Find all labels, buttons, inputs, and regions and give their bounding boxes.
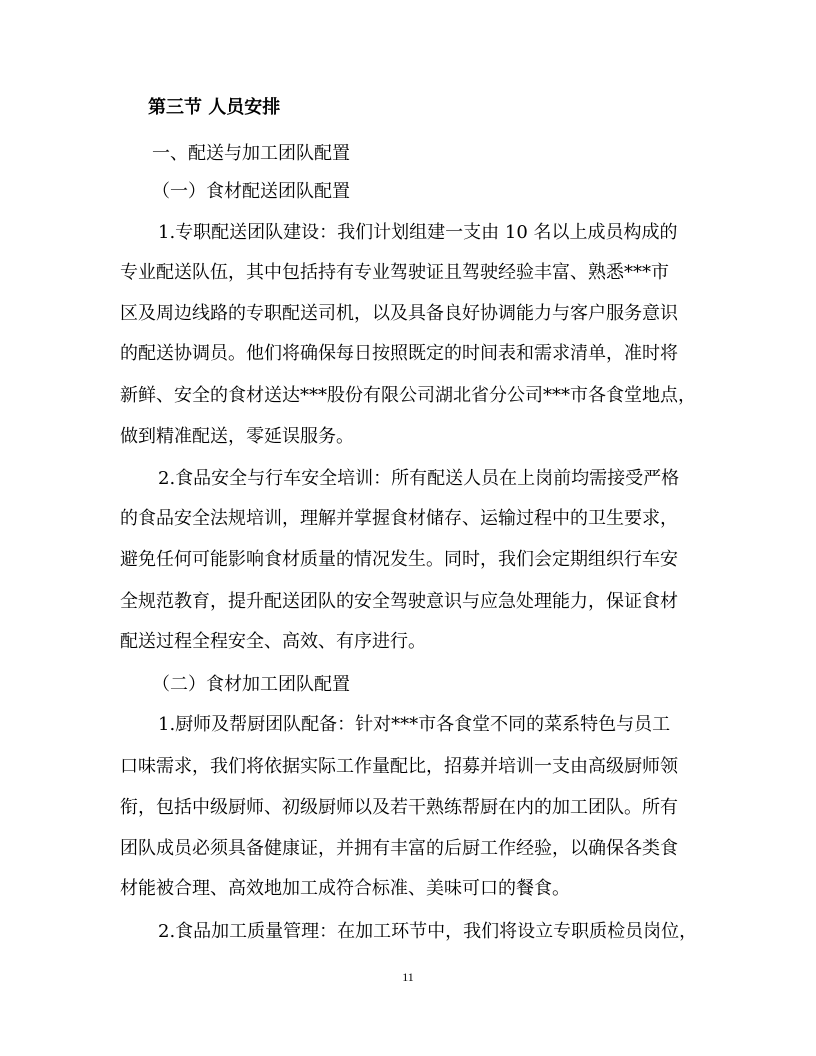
paragraph-line: 的食品安全法规培训，理解并掌握食材储存、运输过程中的卫生要求， (120, 508, 678, 529)
paragraph-line: 新鲜、安全的食材送达***股份有限公司湖北省分公司***市各食堂地点， (120, 385, 696, 406)
paragraph-line: 团队成员必须具备健康证，并拥有丰富的后厨工作经验，以确保各类食 (120, 838, 678, 859)
section-title: 第三节 人员安排 (148, 97, 281, 118)
paragraph-line: 1.专职配送团队建设：我们计划组建一支由 10 名以上成员构成的 (158, 222, 678, 243)
paragraph-line: 区及周边线路的专职配送司机，以及具备良好协调能力与客户服务意识 (120, 303, 678, 324)
paragraph-line: 全规范教育，提升配送团队的安全驾驶意识与应急处理能力，保证食材 (120, 591, 678, 612)
paragraph-line: 2.食品加工质量管理：在加工环节中，我们将设立专职质检员岗位， (158, 921, 698, 942)
paragraph-line: 做到精准配送，零延误服务。 (120, 426, 354, 447)
paragraph-line: 衔，包括中级厨师、初级厨师以及若干熟练帮厨在内的加工团队。所有 (120, 797, 678, 818)
paragraph-line: 2.食品安全与行车安全培训：所有配送人员在上岗前均需接受严格 (158, 468, 680, 489)
paragraph-line: 配送过程全程安全、高效、有序进行。 (120, 631, 426, 652)
sub-heading-1: （一）食材配送团队配置 (152, 181, 350, 202)
sub-heading-2: （二）食材加工团队配置 (152, 674, 350, 695)
page-number: 11 (402, 970, 414, 984)
paragraph-line: 避免任何可能影响食材质量的情况发生。同时，我们会定期组织行车安 (120, 549, 678, 570)
paragraph-line: 专业配送队伍，其中包括持有专业驾驶证且驾驶经验丰富、熟悉***市 (120, 262, 669, 283)
paragraph-line: 的配送协调员。他们将确保每日按照既定的时间表和需求清单，准时将 (120, 343, 678, 364)
paragraph-line: 1.厨师及帮厨团队配备：针对***市各食堂不同的菜系特色与员工 (158, 714, 671, 735)
paragraph-line: 材能被合理、高效地加工成符合标准、美味可口的餐食。 (120, 878, 570, 899)
heading-1: 一、配送与加工团队配置 (152, 143, 350, 164)
paragraph-line: 口味需求，我们将依据实际工作量配比，招募并培训一支由高级厨师领 (120, 756, 678, 777)
